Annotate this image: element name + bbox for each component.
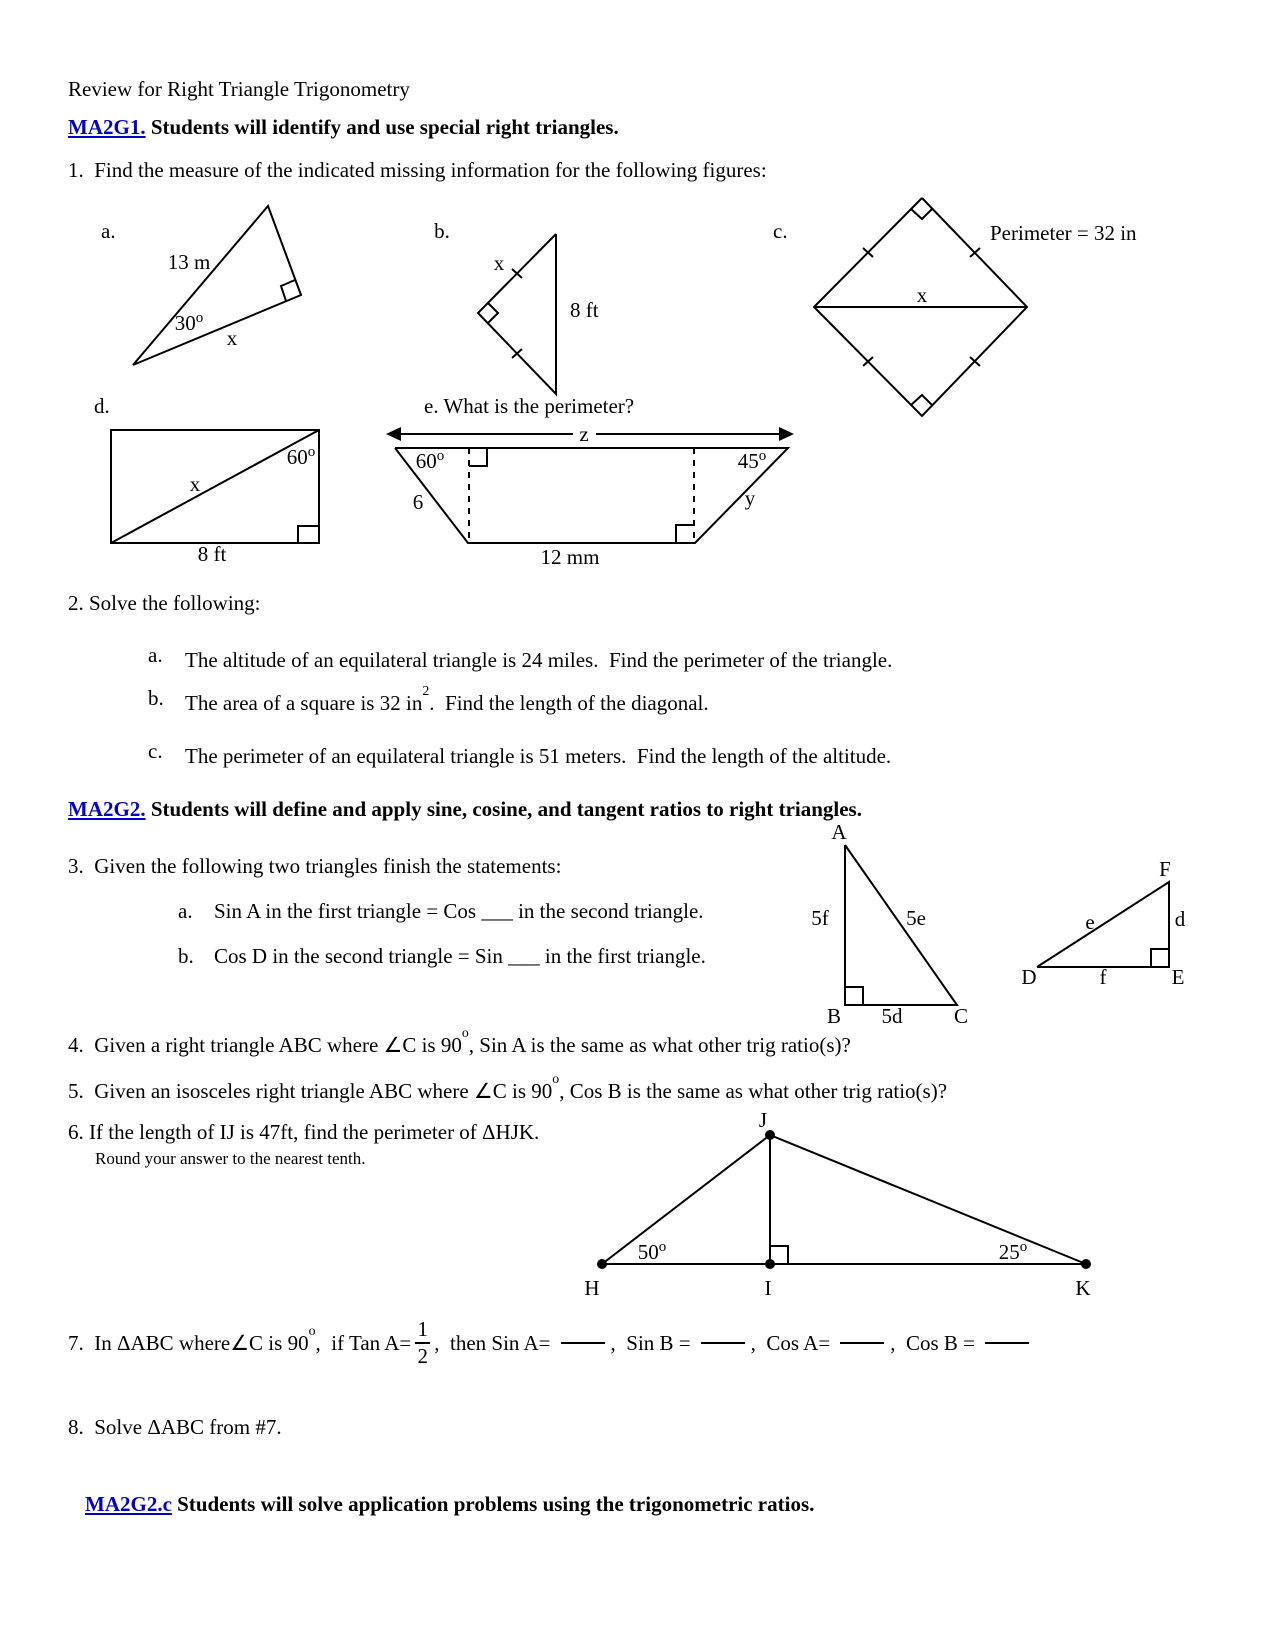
q6-line2: Round your answer to the nearest tenth. (95, 1149, 366, 1168)
q7-blank-cos-a (840, 1342, 884, 1344)
q7-p5: , Cos B = (890, 1330, 975, 1355)
fig-e (370, 398, 810, 575)
fig-e-arrowhead-right (779, 427, 794, 441)
fig-c-perimeter-note: Perimeter = 32 in (990, 221, 1137, 245)
fig-e-left-side-label: 6 (412, 490, 424, 514)
q6-angle-h-label (638, 1239, 667, 1264)
q3-triangle-def-right-angle (1151, 949, 1169, 967)
q2-item-b-marker: b. (148, 686, 164, 710)
q3-item-b-marker: b. (178, 944, 194, 968)
q7-fraction-numerator: 1 (417, 1317, 428, 1341)
fig-b-triangle (478, 234, 556, 394)
q3-side-5e-label: 5e (906, 906, 926, 930)
q3-item-a-marker: a. (178, 899, 193, 923)
fig-c-right-angle-top (911, 209, 932, 219)
fig-e-right-angle-value: 45 (737, 449, 759, 473)
q5-sup: o (552, 1071, 560, 1087)
fig-c (770, 190, 1180, 430)
fig-d-angle-sup: o (307, 444, 316, 460)
q6-triangle (560, 1105, 1110, 1303)
q7-p3: , Sin B = (610, 1330, 691, 1355)
fig-e-arrowhead-left (386, 427, 401, 441)
fig-a-label: a. (101, 219, 116, 243)
q5-post: , Cos B is the same as what other trig ratio(s)? (559, 1079, 948, 1103)
fig-e-prompt: What is the perimeter? (438, 394, 635, 418)
fig-e-right-angle-sup: o (758, 448, 767, 464)
q7-p1-sup: o (308, 1323, 316, 1339)
q2-item-b-post: . Find the length of the diagonal. (429, 691, 709, 715)
q4-sup: o (461, 1025, 469, 1041)
q6-angle-k-label (999, 1239, 1028, 1264)
fig-e-label: e. (424, 394, 439, 418)
fig-a-angle-label (175, 310, 204, 335)
fig-e-right-angle-left (469, 448, 487, 466)
q2-item-a-marker: a. (148, 643, 163, 667)
q6-vertex-j-label: J (758, 1108, 768, 1132)
fig-c-right-angle-bottom (911, 395, 932, 405)
standard-ma2g2-desc: Students will define and apply sine, cosine, and tangent ratios to right triangles. (145, 797, 862, 821)
q7-line (68, 1306, 1035, 1380)
q3-triangles (805, 818, 1200, 1033)
q3-side-f-label: f (1099, 965, 1107, 989)
q7-p1: 7. In ΔABC where∠C is 90 (68, 1331, 309, 1355)
q5-pre: 5. Given an isosceles right triangle ABC where ∠C is 90 (68, 1079, 553, 1103)
fig-b-leg-label: x (493, 251, 505, 275)
fig-e-left-angle-sup: o (436, 448, 445, 464)
q2-item-b-sup: 2 (422, 683, 430, 699)
fig-e-span-label: z (579, 422, 589, 446)
fig-a-angle-value: 30 (174, 311, 196, 335)
fig-a-triangle (133, 206, 301, 365)
fig-d-angle-value: 60 (286, 445, 308, 469)
q6-vertex-h-label: H (584, 1276, 600, 1300)
q2-item-c-text (185, 738, 891, 769)
q3-side-e-label: e (1085, 910, 1095, 934)
q3-vertex-e-label: E (1171, 965, 1185, 989)
standard-ma2g2c-desc: Students will solve application problems using the trigonometric ratios. (171, 1492, 815, 1516)
fig-e-right-side-label: y (744, 486, 756, 510)
fig-d-right-angle-mark (298, 526, 319, 543)
q6-dot-i (765, 1259, 775, 1269)
q2-item-a-pre: The altitude of an equilateral triangle is 24 miles. Find the perimeter of the triangle. (185, 648, 893, 672)
fig-a-angle-sup: o (195, 310, 204, 326)
q6-angle-h-sup: o (658, 1239, 667, 1255)
fig-a-base-label: x (226, 326, 238, 350)
standard-ma2g2c-code: MA2G2.c (85, 1492, 172, 1516)
q4-post: , Sin A is the same as what other trig ratio(s)? (468, 1033, 851, 1057)
q2-item-c-marker: c. (148, 739, 163, 763)
q3-item-a-text: Sin A in the first triangle = Cos ___ in the second triangle. (214, 899, 704, 923)
standard-ma2g1-desc: Students will identify and use special right triangles. (145, 115, 619, 139)
q2-item-a-text (185, 642, 892, 673)
q4-text (68, 1027, 851, 1058)
fig-b-side-label: 8 ft (570, 298, 599, 322)
q3-vertex-c-label: C (953, 1004, 969, 1028)
q2-item-b-pre: The area of a square is 32 in (185, 691, 423, 715)
fig-b-label: b. (434, 219, 450, 243)
q6-angle-k-sup: o (1019, 1239, 1028, 1255)
q2-prompt: 2. Solve the following: (68, 591, 261, 615)
q3-vertex-b-label: B (826, 1004, 842, 1028)
q5-text (68, 1073, 947, 1104)
q7-p2: , then Sin A= (434, 1330, 551, 1355)
q3-triangle-abc (845, 845, 957, 1005)
q3-triangle-def (1037, 882, 1169, 967)
fig-c-diagonal-label: x (916, 283, 928, 307)
standard-ma2g1-code: MA2G1. (68, 115, 146, 139)
q2-item-b-text (185, 685, 709, 716)
fig-d-base-label: 8 ft (197, 542, 227, 566)
fig-e-base-label: 12 mm (540, 545, 600, 569)
q2-item-c-pre: The perimeter of an equilateral triangle is 51 meters. Find the length of the altitude. (185, 744, 892, 768)
q4-pre: 4. Given a right triangle ABC where ∠C is 90 (68, 1033, 462, 1057)
q6-angle-k-value: 25 (998, 1240, 1020, 1264)
q7-fraction-denominator: 2 (417, 1344, 428, 1368)
q6-dot-k (1081, 1259, 1091, 1269)
q8-text: 8. Solve ΔABC from #7. (68, 1415, 282, 1439)
q3-side-5f-label: 5f (811, 906, 829, 930)
fig-d-angle-label (287, 444, 316, 469)
fig-d (90, 395, 340, 575)
q7-p1-post: , if Tan A= (315, 1331, 412, 1355)
fig-e-right-angle-right (676, 525, 694, 543)
q6-dot-h (597, 1259, 607, 1269)
standard-ma2g1 (68, 114, 619, 140)
standard-ma2g2-code: MA2G2. (68, 797, 146, 821)
q6-vertex-k-label: K (1075, 1276, 1091, 1300)
q7-fraction (415, 1319, 430, 1367)
q6-vertex-i-label: I (764, 1276, 772, 1300)
q3-vertex-d-label: D (1021, 965, 1037, 989)
fig-b (425, 210, 675, 402)
q3-prompt: 3. Given the following two triangles finish the statements: (68, 854, 562, 878)
standard-ma2g2c (85, 1491, 814, 1517)
fig-d-diagonal-label: x (189, 472, 201, 496)
q3-triangle-abc-right-angle (845, 987, 863, 1005)
q7-p4: , Cos A= (750, 1330, 831, 1355)
q6-line1: 6. If the length of IJ is 47ft, find the perimeter of ΔHJK. (68, 1120, 540, 1144)
standard-ma2g2 (68, 796, 862, 822)
doc-title: Review for Right Triangle Trigonometry (68, 77, 410, 101)
fig-d-label: d. (94, 394, 110, 418)
q7-blank-sin-a (561, 1342, 605, 1344)
q6-angle-h-value: 50 (637, 1240, 659, 1264)
q1-prompt: 1. Find the measure of the indicated missing information for the following figures: (68, 158, 767, 182)
q7-blank-cos-b (985, 1342, 1029, 1344)
fig-e-right-angle-label (738, 448, 767, 473)
fig-e-left-angle-label (416, 448, 445, 473)
fig-a (85, 195, 340, 377)
q3-item-b-text: Cos D in the second triangle = Sin ___ in the first triangle. (214, 944, 706, 968)
q3-vertex-f-label: F (1159, 857, 1171, 881)
fig-a-hypotenuse-label: 13 m (167, 250, 211, 274)
q7-intro (68, 1323, 412, 1356)
fig-b-right-angle-mark (488, 303, 498, 323)
q3-side-5d-label: 5d (881, 1004, 903, 1028)
fig-e-trapezoid (395, 448, 788, 543)
fig-c-label: c. (773, 219, 788, 243)
q3-side-d-label: d (1174, 907, 1186, 931)
q7-blank-sin-b (701, 1342, 745, 1344)
q3-vertex-a-label: A (831, 820, 847, 844)
fig-e-left-angle-value: 60 (415, 449, 437, 473)
